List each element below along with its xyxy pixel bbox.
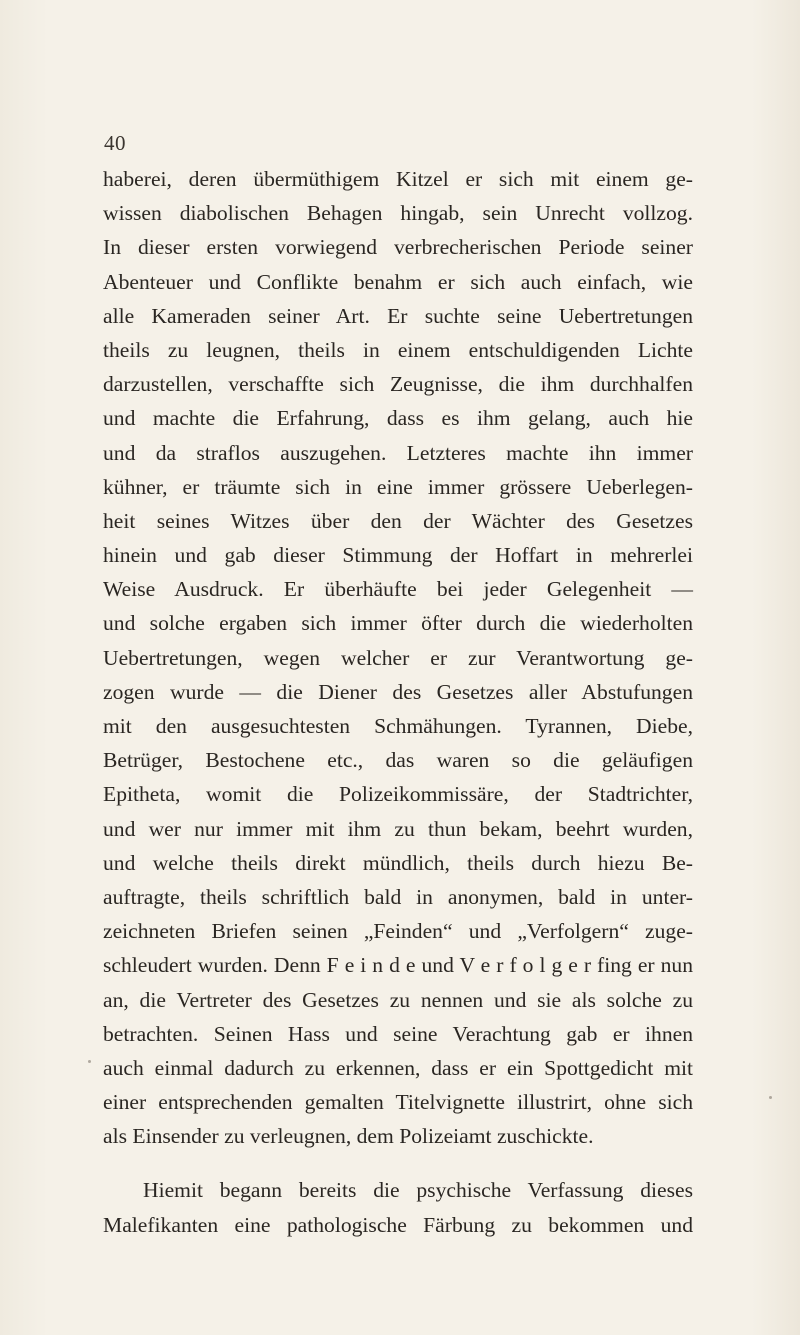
text-line: Weise Ausdruck. Er überhäufte bei jeder Gelegenheit — [103, 577, 693, 602]
text-line: und machte die Erfahrung, dass es ihm gelang, auch hie [103, 406, 693, 431]
text-line: betrachten. Seinen Hass und seine Verachtung gab er ihnen [103, 1021, 693, 1046]
page-number: 40 [104, 131, 126, 155]
text-line: heit seines Witzes über den der Wächter des Gesetzes [103, 508, 693, 533]
text-line: alle Kameraden seiner Art. Er suchte seine Uebertretungen [103, 303, 693, 328]
text-line: kühner, er träumte sich in eine immer grössere Ueberlegen- [103, 474, 693, 499]
text-line: theils zu leugnen, theils in einem entschuldigenden Lichte [103, 337, 693, 362]
text-line: und wer nur immer mit ihm zu thun bekam, beehrt wurden, [103, 816, 693, 841]
text-line: Epitheta, womit die Polizeikommissäre, der Stadtrichter, [103, 782, 693, 807]
paper-speck [88, 1060, 91, 1063]
paragraph-1 [103, 162, 693, 1153]
text-line: zeichneten Briefen seinen „Feinden“ und „Verfolgern“ zuge- [103, 919, 693, 944]
body-text [103, 162, 693, 1242]
text-line: hinein und gab dieser Stimmung der Hoffart in mehrerlei [103, 543, 693, 568]
text-line: und welche theils direkt mündlich, theils durch hiezu Be- [103, 850, 693, 875]
text-line: an, die Vertreter des Gesetzes zu nennen und sie als solche zu [103, 987, 693, 1012]
text-line: auftragte, theils schriftlich bald in anonymen, bald in unter- [103, 884, 693, 909]
text-line: darzustellen, verschaffte sich Zeugnisse, die ihm durchhalfen [103, 372, 693, 397]
text-line: schleudert wurden. Denn F e i n d e und V e r f o l g e r fing er nun [103, 953, 693, 978]
text-line: und da straflos auszugehen. Letzteres machte ihn immer [103, 440, 693, 465]
paragraph-2 [103, 1173, 693, 1241]
paragraph-gap [103, 1153, 693, 1173]
text-line: Abenteuer und Conflikte benahm er sich auch einfach, wie [103, 269, 693, 294]
paper-speck [769, 1096, 772, 1099]
text-line: Malefikanten eine pathologische Färbung zu bekommen und [103, 1212, 693, 1237]
text-line: als Einsender zu verleugnen, dem Polizeiamt zuschickte. [103, 1124, 594, 1149]
text-line: und solche ergaben sich immer öfter durch die wiederholten [103, 611, 693, 636]
text-line: einer entsprechenden gemalten Titelvignette illustrirt, ohne sich [103, 1090, 693, 1115]
text-line: zogen wurde — die Diener des Gesetzes aller Abstufungen [103, 679, 693, 704]
text-line: Uebertretungen, wegen welcher er zur Verantwortung ge- [103, 645, 693, 670]
text-line: auch einmal dadurch zu erkennen, dass er ein Spottgedicht mit [103, 1055, 693, 1080]
text-line: wissen diabolischen Behagen hingab, sein Unrecht vollzog. [103, 201, 693, 226]
text-line: Hiemit begann bereits die psychische Verfassung dieses [143, 1178, 693, 1203]
text-line: haberei, deren übermüthigem Kitzel er sich mit einem ge- [103, 167, 693, 191]
text-line: In dieser ersten vorwiegend verbrecherischen Periode seiner [103, 235, 693, 260]
text-line: Betrüger, Bestochene etc., das waren so die geläufigen [103, 748, 693, 773]
text-line: mit den ausgesuchtesten Schmähungen. Tyrannen, Diebe, [103, 714, 693, 738]
